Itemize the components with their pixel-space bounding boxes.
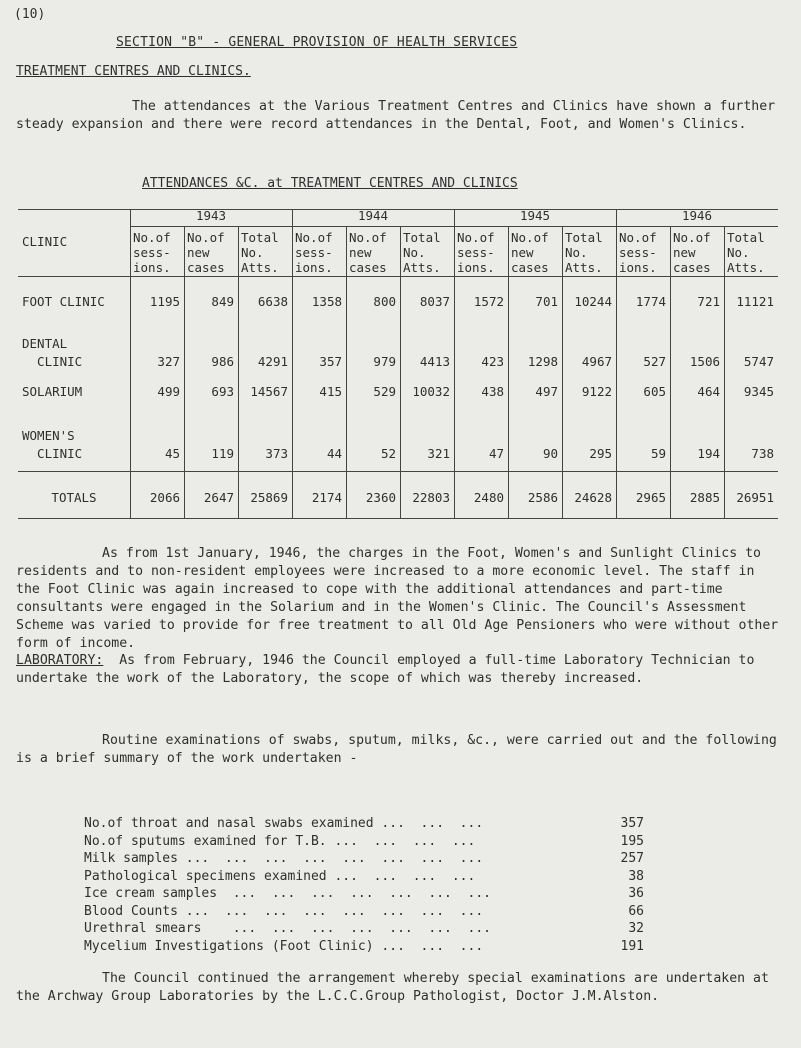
year-header-1944: 1944 (357, 208, 389, 223)
row-label: CLINIC (22, 446, 83, 461)
column-header-line: new (511, 245, 534, 260)
column-header-line: Total (565, 230, 603, 245)
work-summary-item (84, 834, 644, 852)
column-rule (562, 226, 563, 518)
attendances-table (18, 206, 778, 523)
column-rule (346, 226, 347, 518)
column-rule (670, 226, 671, 518)
table-cell: 605 (643, 384, 666, 399)
work-summary-label: Urethral smears ... ... ... ... ... ... ... (84, 921, 491, 936)
work-summary-list (84, 816, 644, 956)
work-summary-item (84, 939, 644, 957)
routine-paragraph (16, 732, 786, 768)
column-header-line: No.of (349, 230, 387, 245)
column-header-line: No. (241, 245, 264, 260)
column-header-line: new (673, 245, 696, 260)
table-cell: 44 (326, 446, 342, 461)
column-header-line: Total (727, 230, 765, 245)
work-summary-value: 357 (620, 816, 644, 831)
column-header-line: No. (727, 245, 750, 260)
column-header-line: Atts. (565, 260, 603, 275)
row-label: WOMEN'S (22, 428, 75, 443)
column-header-line: No.of (457, 230, 495, 245)
table-cell: 4413 (419, 354, 450, 369)
column-rule (724, 226, 725, 518)
table-cell: 464 (697, 384, 720, 399)
table-cell: 357 (319, 354, 342, 369)
column-header-line: ions. (619, 260, 657, 275)
column-header-line: cases (673, 260, 711, 275)
work-summary-label: Blood Counts ... ... ... ... ... ... ... ... (84, 903, 484, 919)
totals-cell: 24628 (574, 490, 612, 505)
charges-paragraph-text: As from 1st January, 1946, the charges in the Foot, Women's and Sunlight Clinics to residents and to non-resident employees were increased to a more economic level. The staff in the Foot Clinic was again increased to cope with the additional attendances and part-time consultants were engaged in the Solarium and in the Women's Clinic. The Council's Assessment Scheme was varied to provide for free treatment to all Old Age Pensioners who were without other form of income. (16, 546, 779, 651)
totals-cell: 2174 (311, 490, 342, 505)
totals-cell: 2480 (473, 490, 504, 505)
table-cell: 321 (427, 446, 450, 461)
routine-paragraph-text: Routine examinations of swabs, sputum, milks, &c., were carried out and the following is a brief summary of the work undertaken - (16, 733, 777, 766)
column-header-line: Total (241, 230, 279, 245)
totals-label: TOTALS (51, 490, 97, 505)
table-cell: 497 (535, 384, 558, 399)
work-summary-value: 38 (628, 868, 644, 884)
column-header-line: No.of (619, 230, 657, 245)
column-header-line: No.of (673, 230, 711, 245)
work-summary-label: Ice cream samples ... ... ... ... ... ... ... (84, 886, 491, 901)
work-summary-label: Pathological specimens examined ... ... ... ... (84, 868, 476, 884)
table-cell: 1195 (149, 294, 180, 309)
table-cell: 1506 (689, 354, 720, 369)
laboratory-label: LABORATORY: (16, 653, 104, 668)
year-header-1943: 1943 (195, 208, 227, 223)
table-cell: 438 (481, 384, 504, 399)
table-cell: 295 (589, 446, 612, 461)
column-header-line: sess- (619, 245, 657, 260)
work-summary-value: 32 (628, 921, 644, 936)
column-header-line: cases (187, 260, 225, 275)
totals-cell: 2647 (203, 490, 234, 505)
subheading-treatment-centres: TREATMENT CENTRES AND CLINICS. (16, 64, 251, 79)
table-cell: 4291 (257, 354, 288, 369)
column-header-line: Atts. (241, 260, 279, 275)
column-header-line: Atts. (727, 260, 765, 275)
work-summary-value: 36 (628, 886, 644, 901)
column-header-line: cases (349, 260, 387, 275)
table-cell: 10244 (574, 294, 612, 309)
table-cell: 701 (535, 294, 558, 309)
table-cell: 527 (643, 354, 666, 369)
column-header-line: cases (511, 260, 549, 275)
table-cell: 1358 (311, 294, 342, 309)
page-number: (10) (14, 7, 46, 22)
column-header-line: sess- (457, 245, 495, 260)
table-cell: 499 (157, 384, 180, 399)
column-header-line: new (187, 245, 210, 260)
column-rule (184, 226, 185, 518)
charges-paragraph (16, 545, 786, 653)
column-header-rule (18, 276, 778, 277)
table-title: ATTENDANCES &C. at TREATMENT CENTRES AND CLINICS (142, 176, 518, 191)
table-cell: 738 (751, 446, 774, 461)
work-summary-label: No.of sputums examined for T.B. ... ... ... ... (84, 833, 476, 849)
column-header-line: sess- (295, 245, 333, 260)
totals-cell: 25869 (250, 490, 288, 505)
work-summary-value: 191 (620, 938, 644, 954)
table-cell: 47 (488, 446, 504, 461)
laboratory-paragraph (16, 652, 786, 688)
table-cell: 59 (650, 446, 666, 461)
work-summary-item (84, 921, 644, 939)
totals-cell: 2965 (635, 490, 666, 505)
table-cell: 693 (211, 384, 234, 399)
totals-cell: 2066 (149, 490, 180, 505)
totals-top-rule (18, 471, 778, 472)
totals-cell: 26951 (736, 490, 774, 505)
table-cell: 721 (697, 294, 720, 309)
totals-cell: 22803 (412, 490, 450, 505)
work-summary-value: 195 (620, 833, 644, 849)
table-cell: 800 (373, 294, 396, 309)
row-label: DENTAL (22, 336, 68, 351)
column-header-line: No.of (133, 230, 171, 245)
laboratory-paragraph-text: As from February, 1946 the Council employed a full-time Laboratory Technician to undertake the work of the Laboratory, the scope of which was thereby increased. (16, 653, 755, 686)
table-cell: 5747 (743, 354, 774, 369)
column-header-line: ions. (295, 260, 333, 275)
column-header-line: new (349, 245, 372, 260)
intro-paragraph-text: The attendances at the Various Treatment Centres and Clinics have shown a further steady expansion and there were record attendances in the Dental, Foot, and Women's Clinics. (16, 99, 776, 132)
table-cell: 1298 (527, 354, 558, 369)
column-header-line: Total (403, 230, 441, 245)
table-cell: 45 (164, 446, 180, 461)
column-header-line: sess- (133, 245, 171, 260)
table-cell: 986 (211, 354, 234, 369)
table-cell: 90 (542, 446, 558, 461)
totals-cell: 2885 (689, 490, 720, 505)
table-cell: 4967 (581, 354, 612, 369)
table-cell: 8037 (419, 294, 450, 309)
row-label: SOLARIUM (22, 384, 83, 399)
column-rule (238, 226, 239, 518)
table-cell: 1572 (473, 294, 504, 309)
row-label: CLINIC (22, 354, 83, 369)
table-cell: 423 (481, 354, 504, 369)
table-cell: 979 (373, 354, 396, 369)
totals-cell: 2360 (365, 490, 396, 505)
work-summary-item (84, 904, 644, 922)
column-header-line: No.of (187, 230, 225, 245)
table-cell: 14567 (250, 384, 288, 399)
table-bottom-rule (18, 518, 778, 519)
column-rule (508, 226, 509, 518)
table-cell: 6638 (257, 294, 288, 309)
column-header-line: ions. (133, 260, 171, 275)
intro-paragraph (16, 98, 786, 134)
work-summary-item (84, 869, 644, 887)
table-cell: 9122 (581, 384, 612, 399)
table-cell: 11121 (736, 294, 774, 309)
work-summary-label: No.of throat and nasal swabs examined ... ... ... (84, 816, 484, 831)
table-cell: 52 (380, 446, 396, 461)
section-title: SECTION "B" - GENERAL PROVISION OF HEALTH SERVICES (116, 35, 518, 50)
year-header-1946: 1946 (681, 208, 713, 223)
column-rule (400, 226, 401, 518)
column-header-line: No. (403, 245, 426, 260)
column-header-line: Atts. (403, 260, 441, 275)
work-summary-value: 66 (628, 903, 644, 919)
table-cell: 1774 (635, 294, 666, 309)
work-summary-label: Mycelium Investigations (Foot Clinic) ... ... ... (84, 938, 484, 954)
table-cell: 373 (265, 446, 288, 461)
work-summary-item (84, 816, 644, 834)
row-label: FOOT CLINIC (22, 294, 105, 309)
column-header-line: ions. (457, 260, 495, 275)
year-header-1945: 1945 (519, 208, 551, 223)
work-summary-item (84, 886, 644, 904)
totals-cell: 2586 (527, 490, 558, 505)
table-cell: 9345 (743, 384, 774, 399)
table-cell: 119 (211, 446, 234, 461)
table-cell: 849 (211, 294, 234, 309)
table-cell: 194 (697, 446, 720, 461)
closing-paragraph-text: The Council continued the arrangement whereby special examinations are undertaken at the Archway Group Laboratories by the L.C.C.Group Pathologist, Doctor J.M.Alston. (16, 971, 769, 1004)
work-summary-label: Milk samples ... ... ... ... ... ... ... ... (84, 851, 484, 866)
column-header-line: No. (565, 245, 588, 260)
column-header-line: No.of (511, 230, 549, 245)
work-summary-item (84, 851, 644, 869)
column-header-line: No.of (295, 230, 333, 245)
table-cell: 327 (157, 354, 180, 369)
work-summary-value: 257 (620, 851, 644, 866)
closing-paragraph (16, 970, 786, 1006)
table-cell: 10032 (412, 384, 450, 399)
table-cell: 529 (373, 384, 396, 399)
clinic-header: CLINIC (22, 234, 68, 249)
table-cell: 415 (319, 384, 342, 399)
